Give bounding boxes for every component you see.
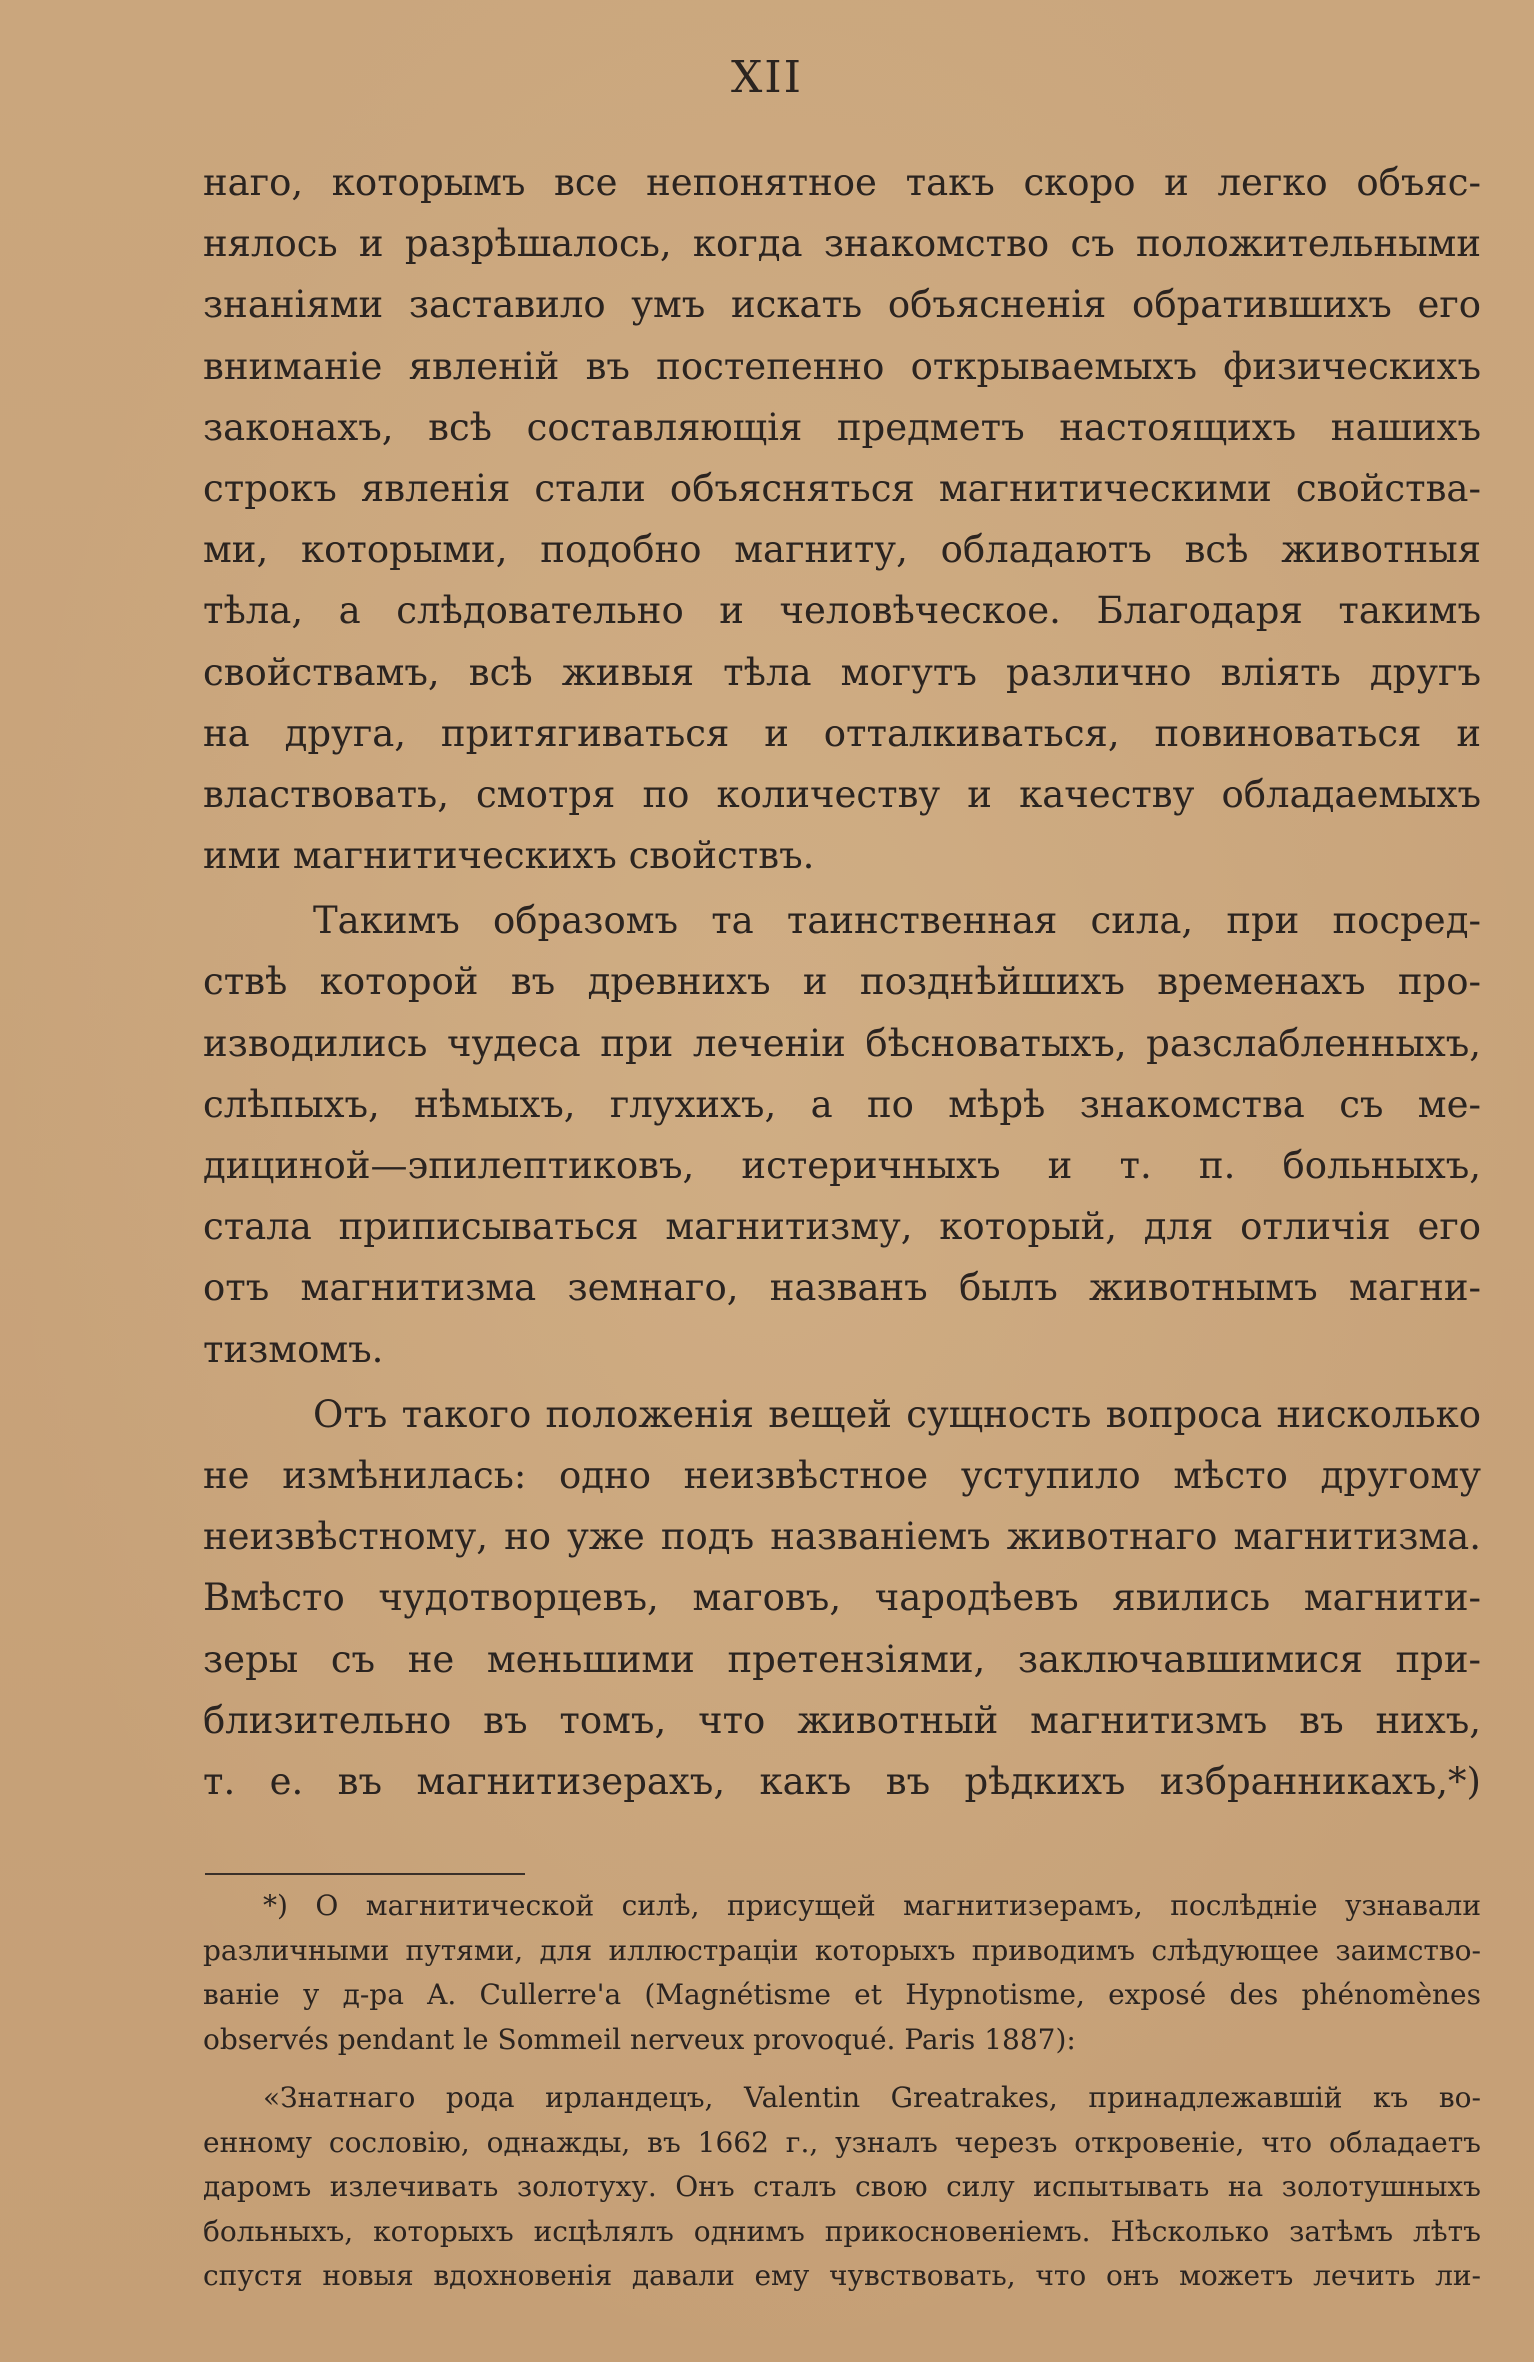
text-line: ими магнитическихъ свойствъ. [203,834,815,878]
text-line: зеры съ не меньшими претензіями, заключавшимися при- [203,1637,1481,1681]
text-line: слѣпыхъ, нѣмыхъ, глухихъ, а по мѣрѣ знакомства съ ме- [203,1082,1481,1126]
page-number: XII [730,52,804,103]
footnote-line: енному сословію, однажды, въ 1662 г., узналъ черезъ откровеніе, что обладаетъ [203,2125,1481,2159]
footnote [203,1884,1481,2299]
footnote-line: больныхъ, которыхъ исцѣлялъ однимъ прикосновеніемъ. Нѣсколько затѣмъ лѣтъ [203,2214,1481,2248]
footnote-line: «Знатнаго рода ирландецъ, Valentin Greatrakes, принадлежавшій къ во- [263,2081,1481,2114]
text-line: ствѣ которой въ древнихъ и позднѣйшихъ временахъ про- [203,960,1481,1004]
text-line: стала приписываться магнитизму, который, для отличія его [203,1205,1481,1249]
text-line: дициной—эпилептиковъ, истеричныхъ и т. п. больныхъ, [203,1144,1481,1187]
text-line: ми, которыми, подобно магниту, обладаютъ всѣ животныя [203,528,1481,572]
text-line: вниманіе явленій въ постепенно открываемыхъ физическихъ [203,344,1481,388]
text-line: Отъ такого положенія вещей сущность вопроса нисколько [313,1392,1481,1436]
text-line: Вмѣсто чудотворцевъ, маговъ, чародѣевъ явились магнити- [203,1576,1481,1620]
text-line: тѣла, а слѣдовательно и человѣческое. Благодаря такимъ [203,589,1481,633]
footnote-line: даромъ излечивать золотуху. Онъ сталъ свою силу испытывать на золотушныхъ [203,2170,1481,2203]
text-line: знаніями заставило умъ искать объясненія обратившихъ его [203,283,1481,327]
text-line: свойствамъ, всѣ живыя тѣла могутъ различно вліять другъ [203,650,1481,694]
text-line: строкъ явленія стали объясняться магнитическими свойства- [203,466,1481,510]
footnote-line: спустя новыя вдохновенія давали ему чувствовать, что онъ можетъ лечить ли- [203,2259,1481,2292]
footnote-line: различными путями, для иллюстраціи которыхъ приводимъ слѣдующее заимство- [203,1933,1481,1967]
footnote-line: observés pendant le Sommeil nerveux provoqué. Paris 1887): [203,2022,1076,2056]
footnote-rule [205,1873,525,1875]
text-line: изводились чудеса при леченіи бѣсноватыхъ, разслабленныхъ, [203,1021,1481,1065]
text-line: не измѣнилась: одно неизвѣстное уступило мѣсто другому [203,1453,1481,1497]
text-line: неизвѣстному, но уже подъ названіемъ животнаго магнитизма. [203,1515,1481,1559]
text-line: на друга, притягиваться и отталкиваться, повиноваться и [203,711,1481,755]
text-line: законахъ, всѣ составляющія предметъ настоящихъ нашихъ [203,405,1481,449]
text-line: нялось и разрѣшалось, когда знакомство съ положительными [203,222,1481,266]
footnote-line: *) О магнитической силѣ, присущей магнитизерамъ, послѣдніе узнавали [263,1889,1481,1922]
text-line: близительно въ томъ, что животный магнитизмъ въ нихъ, [203,1698,1481,1742]
text-line: т. е. въ магнитизерахъ, какъ въ рѣдкихъ избранникахъ,*) [203,1759,1481,1803]
text-line: Такимъ образомъ та таинственная сила, при посред- [313,899,1481,943]
text-line: наго, которымъ все непонятное такъ скоро и легко объяс- [203,161,1481,204]
text-line: властвовать, смотря по количеству и качеству обладаемыхъ [203,772,1481,816]
footnote-line: ваніе у д-ра A. Cullerre'a (Magnétisme et Hypnotisme, exposé des phénomènes [203,1978,1481,2011]
main-text [203,152,1481,1812]
text-line: отъ магнитизма земнаго, названъ былъ животнымъ магни- [203,1266,1481,1310]
text-line: тизмомъ. [203,1327,384,1371]
